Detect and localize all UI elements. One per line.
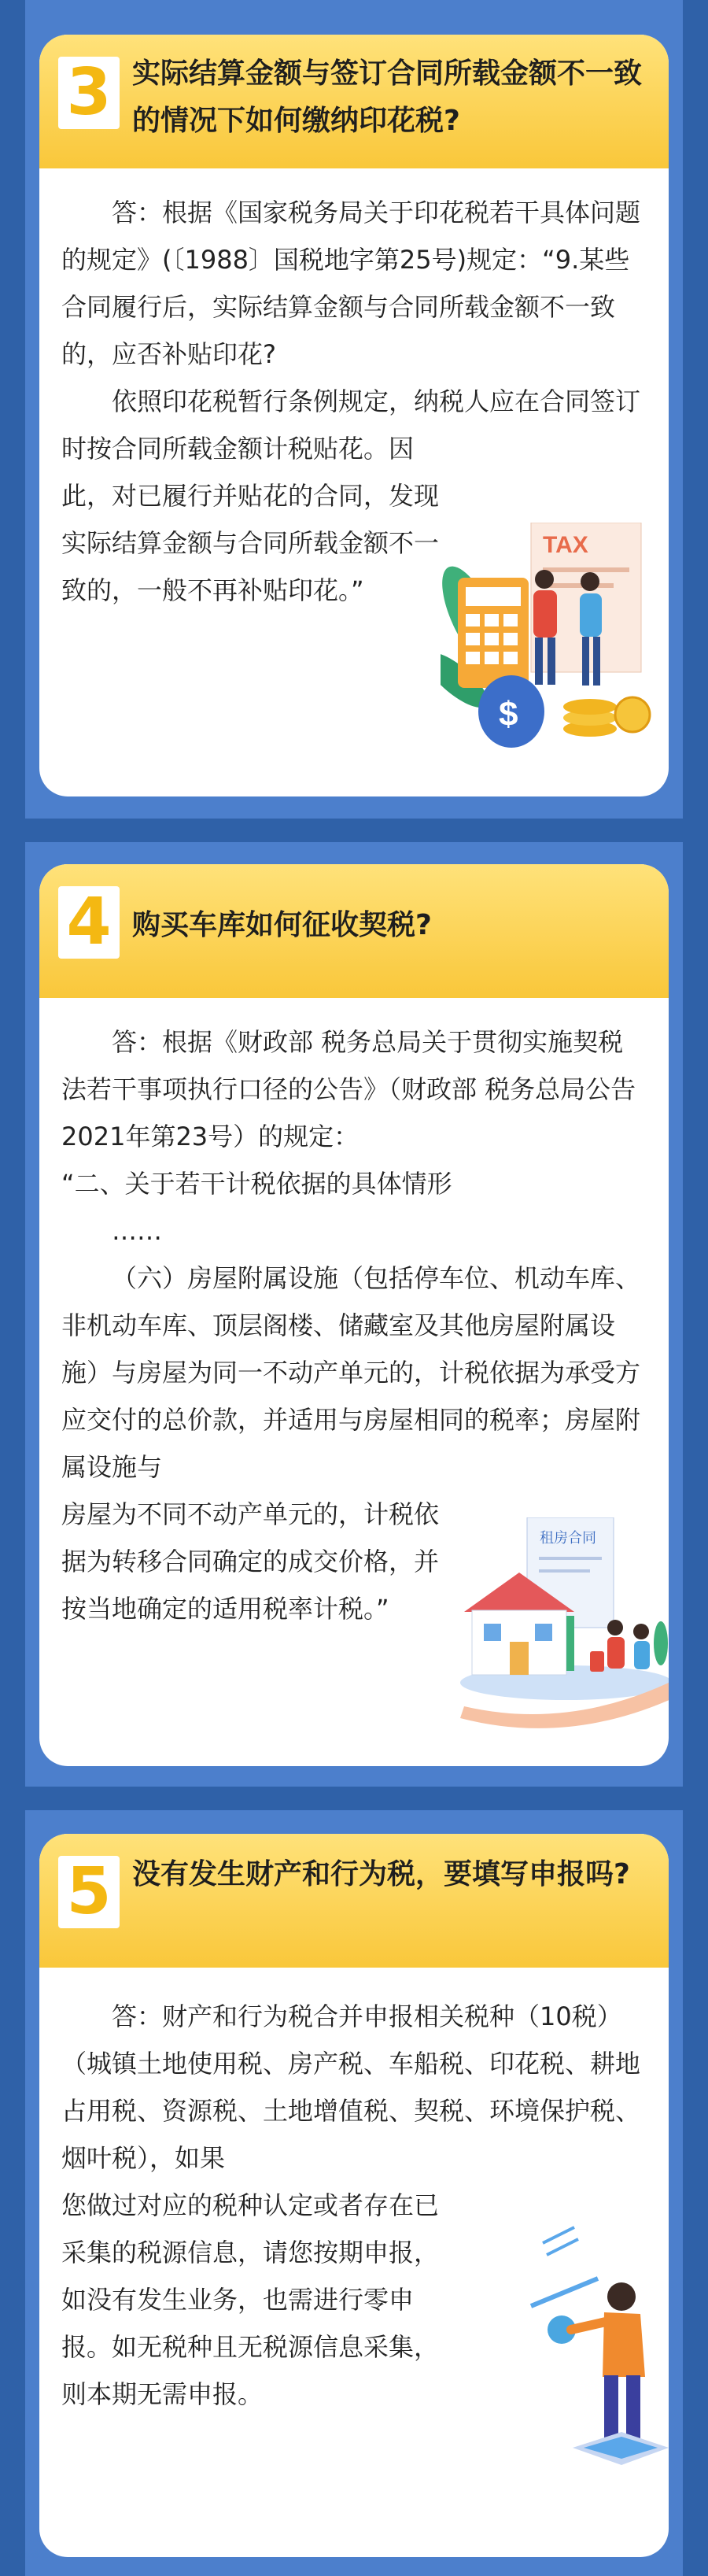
faq-section-5 <box>25 1810 683 2576</box>
question-header-4 <box>39 864 669 998</box>
answer-paragraph: 您做过对应的税种认定或者存在已采集的税源信息，请您按期申报，如没有发生业务，也需进行零申报。如无税种且无税源信息采集，则本期无需申报。 <box>61 2190 440 2409</box>
house-contract-illustration <box>448 1517 669 1730</box>
question-number-badge <box>58 1856 120 1928</box>
faq-section-4 <box>25 842 683 1787</box>
tax-calculator-illustration <box>441 523 669 759</box>
question-number: 5 <box>66 1854 112 1929</box>
tax-label: TAX <box>543 532 588 558</box>
person-pointing-illustration <box>511 2212 669 2495</box>
answer-paragraph: “二、关于若干计税依据的具体情形 <box>61 1169 452 1199</box>
svg-text:$: $ <box>499 695 518 734</box>
faq-card-4 <box>39 864 669 1766</box>
answer-paragraph: 依照印花税暂行条例规定，纳税人应在合同签订时按合同所载金额计税贴花。因 <box>61 386 641 464</box>
question-number-badge <box>58 886 120 959</box>
answer-paragraph: （六）房屋附属设施（包括停车位、机动车库、非机动车库、顶层阁楼、储藏室及其他房屋附属设施）与房屋为同一不动产单元的，计税依据为承受方应交付的总价款，并适用与房屋相同的税率；房屋附属设施与 <box>61 1263 641 1482</box>
question-header-5 <box>39 1834 669 1968</box>
answer-paragraph: 答：根据《国家税务局关于印花税若干具体问题的规定》(〔1988〕国税地字第25号)规定：“9.某些合同履行后，实际结算金额与合同所载金额不一致的，应否补贴印花? <box>61 198 641 369</box>
contract-label: 租房合同 <box>540 1530 596 1546</box>
question-number-badge <box>58 57 120 129</box>
answer-paragraph: 房屋为不同不动产单元的，计税依据为转移合同确定的成交价格，并按当地确定的适用税率计税。” <box>61 1499 440 1624</box>
question-number: 4 <box>66 885 112 959</box>
answer-paragraph: 答：根据《财政部 税务总局关于贯彻实施契税法若干事项执行口径的公告》（财政部 税务总局公告2021年第23号）的规定： <box>61 1027 636 1151</box>
question-header-3 <box>39 35 669 168</box>
answer-paragraph: …… <box>112 1216 162 1246</box>
question-title: 实际结算金额与签订合同所载金额不一致的情况下如何缴纳印花税? <box>132 57 643 137</box>
answer-paragraph: 答：财产和行为税合并申报相关税种（10税）（城镇土地使用税、房产税、车船税、印花税、耕地占用税、资源税、土地增值税、契税、环境保护税、烟叶税），如果 <box>61 2001 641 2173</box>
answer-paragraph: 此，对已履行并贴花的合同，发现实际结算金额与合同所载金额不一致的，一般不再补贴印花。” <box>61 481 440 605</box>
faq-card-5 <box>39 1834 669 2557</box>
faq-section-3 <box>25 0 683 819</box>
question-title: 没有发生财产和行为税，要填写申报吗? <box>132 1858 630 1890</box>
faq-card-3 <box>39 35 669 796</box>
question-number: 3 <box>66 55 112 130</box>
question-title: 购买车库如何征收契税? <box>132 909 432 941</box>
